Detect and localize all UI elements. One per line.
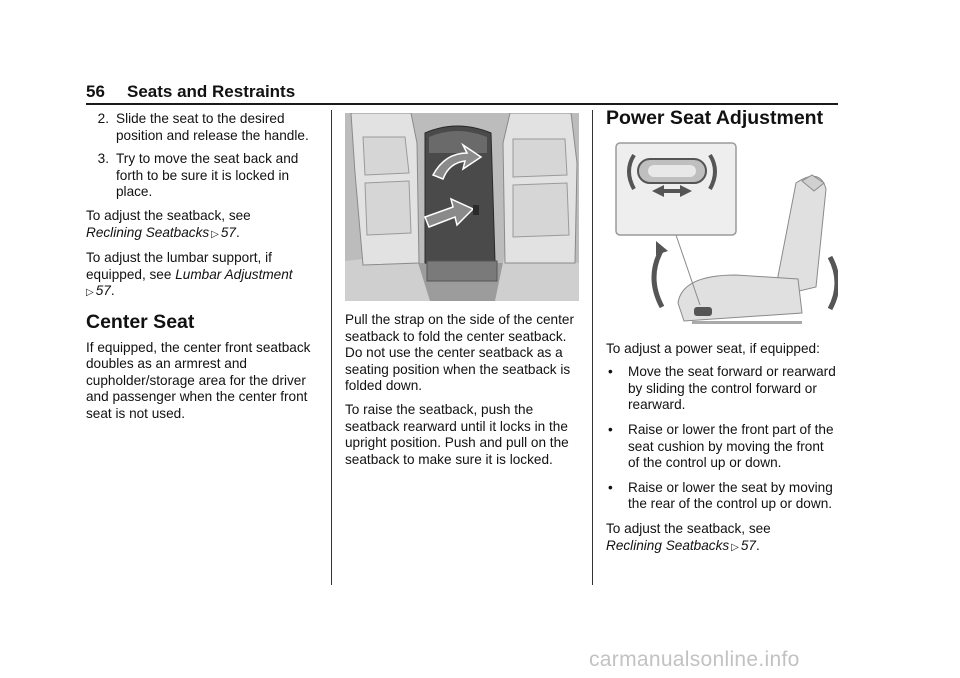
power-seat-intro: To adjust a power seat, if equipped: bbox=[606, 340, 820, 356]
header-rule bbox=[86, 103, 838, 105]
list-item bbox=[606, 422, 838, 472]
page-ref-arrow-icon: ▷ bbox=[211, 228, 219, 240]
center-seat-illustration bbox=[345, 113, 579, 301]
step-number: 3. bbox=[97, 151, 109, 167]
seatback-reference-paragraph: To adjust the seatback, see Reclining Seatbacks ▷ 57. bbox=[86, 207, 251, 240]
seatback-reference-paragraph: To adjust the seatback, see Reclining Seatbacks ▷ 57. bbox=[606, 520, 771, 553]
power-seat-heading: Power Seat Adjustment bbox=[606, 107, 824, 129]
column-2 bbox=[345, 113, 579, 475]
bullet-text: Raise or lower the front part of the seat cushion by moving the front of the control up or down. bbox=[628, 421, 834, 471]
seatback-reference-intro: To adjust the seatback, see bbox=[606, 520, 771, 536]
raise-seatback-paragraph: To raise the seatback, push the seatback rearward until it locks in the upright position. Push and pull on the seatback to make sure it is locked. bbox=[345, 401, 569, 467]
reclining-seatbacks-link[interactable]: Reclining Seatbacks ▷ 57 bbox=[86, 224, 236, 240]
reclining-seatbacks-link[interactable]: Reclining Seatbacks ▷ 57 bbox=[606, 537, 756, 553]
bullet-icon: • bbox=[608, 479, 613, 495]
page-ref-arrow-icon: ▷ bbox=[731, 541, 739, 553]
column-1 bbox=[86, 111, 324, 430]
step-item bbox=[86, 151, 324, 201]
column-divider-2 bbox=[592, 110, 593, 585]
page-header bbox=[86, 82, 838, 104]
step-text: Try to move the seat back and forth to be sure it is locked in place. bbox=[116, 151, 299, 200]
power-seat-illustration bbox=[606, 137, 838, 327]
center-seat-fold-image bbox=[345, 113, 579, 301]
lumbar-reference-intro: To adjust the lumbar support, if equipped, see bbox=[86, 250, 272, 282]
step-item bbox=[86, 111, 324, 144]
watermark: carmanualsonline.info bbox=[589, 648, 800, 671]
list-item bbox=[606, 364, 838, 414]
bullet-text: Raise or lower the seat by moving the rear of the control up or down. bbox=[628, 479, 833, 512]
section-title: Seats and Restraints bbox=[127, 82, 296, 101]
list-item bbox=[606, 480, 838, 513]
column-divider-1 bbox=[331, 110, 332, 585]
bullet-icon: • bbox=[608, 421, 613, 437]
bullet-text: Move the seat forward or rearward by sliding the control forward or rearward. bbox=[628, 364, 836, 413]
bullet-icon: • bbox=[608, 364, 613, 380]
center-seat-paragraph: If equipped, the center front seatback doubles as an armrest and cupholder/storage area for the driver and passenger when the center front seat is not used. bbox=[86, 339, 311, 421]
fold-seatback-paragraph: Pull the strap on the side of the center seatback to fold the center seatback. Do not use the center seatback as a seating position when the seatback is folded down. bbox=[345, 312, 574, 394]
power-seat-control-image bbox=[606, 137, 838, 327]
column-3 bbox=[606, 107, 838, 563]
page-ref-arrow-icon: ▷ bbox=[86, 287, 94, 299]
seatback-reference-intro: To adjust the seatback, see bbox=[86, 207, 251, 223]
page-number: 56 bbox=[86, 82, 105, 101]
step-text: Slide the seat to the desired position and release the handle. bbox=[116, 111, 309, 143]
lumbar-adjustment-link[interactable]: Lumbar Adjustment ▷ 57 bbox=[86, 266, 293, 299]
step-number: 2. bbox=[97, 111, 109, 126]
center-seat-heading: Center Seat bbox=[86, 310, 195, 333]
lumbar-reference-paragraph: To adjust the lumbar support, if equipped, see Lumbar Adjustment ▷ 57. bbox=[86, 250, 293, 299]
